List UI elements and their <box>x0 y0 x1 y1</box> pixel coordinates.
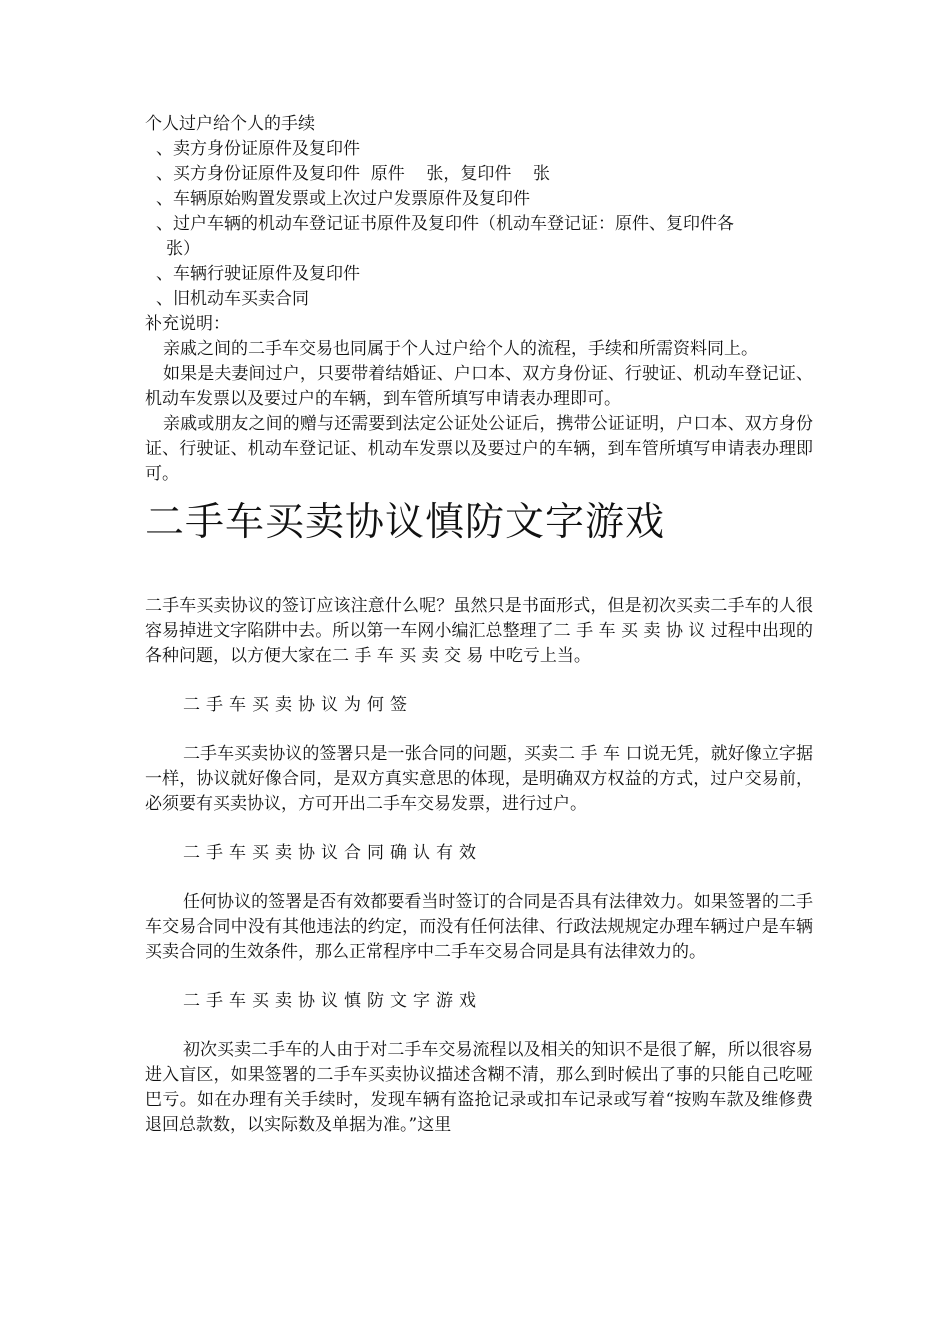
procedure-item-4-line-2: 张） <box>166 239 200 259</box>
section-body-1: 二手车买卖协议的签署只是一张合同的问题，买卖二 手 车 口说无凭，就好像立字据一样，协议就好像合同，是双方真实意思的体现，是明确双方权益的方式，过户交易前，必须要有买卖协议，方可开出二手车交易发票，进行过户。 <box>145 744 813 814</box>
section-body-3: 初次买卖二手车的人由于对二手车交易流程以及相关的知识不是很了解，所以很容易进入盲区，如果签署的二手车买卖协议描述含糊不清，那么到时候出了事的只能自己吃哑巴亏。如在办理有关手续时，发现车辆有盗抢记录或扣车记录或写着“按购车款及维修费退回总款数，以实际数及单据为准。”这里 <box>145 1040 813 1135</box>
document-page <box>145 112 813 1138</box>
procedures-heading: 个人过户给个人的手续 <box>145 114 315 134</box>
procedure-item-4-line-1: 、过户车辆的机动车登记证书原件及复印件（机动车登记证：原件、复印件各 <box>156 214 734 234</box>
article-title: 二手车买卖协议慎防文字游戏 <box>145 500 666 545</box>
section-heading-2: 二手车买卖协议合同确认有效 <box>183 843 482 863</box>
procedure-item-2: 、买方身份证原件及复印件 原件 张，复印件 张 <box>156 164 551 184</box>
spacer <box>145 718 813 742</box>
spacer <box>145 965 813 989</box>
procedure-item-4 <box>145 212 813 262</box>
spacer <box>145 866 813 890</box>
procedure-item-1: 、卖方身份证原件及复印件 <box>156 139 360 159</box>
supplement-paragraph-3: 亲戚或朋友之间的赠与还需要到法定公证处公证后，携带公证证明，户口本、双方身份证、行驶证、机动车登记证、机动车发票以及要过户的车辆，到车管所填写申请表办理即可。 <box>145 414 813 484</box>
procedure-item-5: 、车辆行驶证原件及复印件 <box>156 264 360 284</box>
supplement-paragraph-1: 亲戚之间的二手车交易也同属于个人过户给个人的流程，手续和所需资料同上。 <box>163 339 758 359</box>
section-heading-3: 二手车买卖协议慎防文字游戏 <box>183 991 482 1011</box>
spacer <box>145 1014 813 1038</box>
supplement-heading: 补充说明： <box>145 314 230 334</box>
spacer <box>145 817 813 841</box>
spacer <box>145 550 813 594</box>
article-intro: 二手车买卖协议的签订应该注意什么呢？虽然只是书面形式，但是初次买卖二手车的人很容易掉进文字陷阱中去。所以第一车网小编汇总整理了二 手 车 买 卖 协 议 过程中出现的各种问题，以方便大家在二 手 车 买 卖 交 易 中吃亏上当。 <box>145 596 813 666</box>
spacer <box>145 669 813 693</box>
section-heading-1: 二手车买卖协议为何签 <box>183 695 413 715</box>
procedure-item-6: 、旧机动车买卖合同 <box>156 289 309 309</box>
procedure-item-3: 、车辆原始购置发票或上次过户发票原件及复印件 <box>156 189 530 209</box>
section-body-2: 任何协议的签署是否有效都要看当时签订的合同是否具有法律效力。如果签署的二手车交易合同中没有其他违法的约定，而没有任何法律、行政法规规定办理车辆过户是车辆买卖合同的生效条件，那么正常程序中二手车交易合同是具有法律效力的。 <box>145 892 813 962</box>
supplement-paragraph-2: 如果是夫妻间过户，只要带着结婚证、户口本、双方身份证、行驶证、机动车登记证、机动车发票以及要过户的车辆，到车管所填写申请表办理即可。 <box>145 364 813 409</box>
